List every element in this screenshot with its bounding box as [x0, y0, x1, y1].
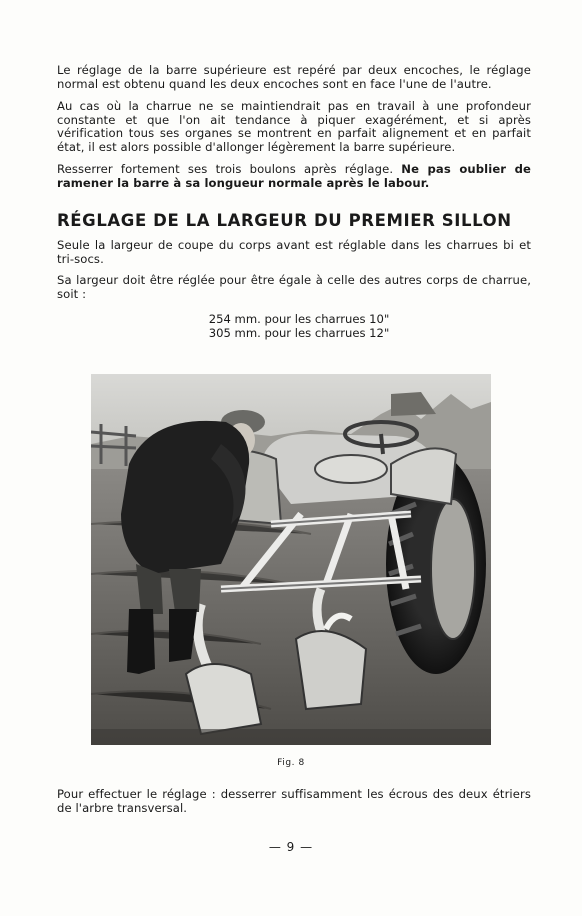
paragraph-lengthen-top-bar: Au cas où la charrue ne se maintiendrait pas en travail à une profondeur constante et que l'on ait tendance à piquer exagérément, et si après vérification tous ses organes se montrent en parfait alignement et en parfait état, il est alors possible d'allonger légèrement la barre supérieure.	[57, 99, 531, 154]
width-specifications	[57, 313, 531, 340]
paragraph-loosen-nuts: Pour effectuer le réglage : desserrer suffisamment les écrous des deux étriers de l'arbre transversal.	[57, 787, 531, 815]
section-heading: RÉGLAGE DE LA LARGEUR DU PREMIER SILLON	[57, 211, 512, 230]
width-spec-10-inch: 254 mm. pour les charrues 10"	[208, 312, 390, 326]
figure-caption: Fig. 8	[277, 758, 305, 768]
width-spec-12-inch: 305 mm. pour les charrues 12"	[208, 325, 390, 340]
restore-length-warning: Ne pas oublier de ramener la barre à sa longueur normale après le labour.	[57, 162, 531, 190]
tractor-plough-photo	[91, 374, 491, 745]
paragraph-tighten-bolts	[57, 163, 531, 190]
paragraph-front-body-adjustable: Seule la largeur de coupe du corps avant est réglable dans les charrues bi et tri-socs.	[57, 238, 531, 266]
paragraph-top-bar-notches: Le réglage de la barre supérieure est repéré par deux encoches, le réglage normal est obtenu quand les deux encoches sont en face l'une de l'autre.	[57, 63, 531, 91]
tighten-bolts-text: Resserrer fortement ses trois boulons après réglage.	[57, 162, 394, 176]
paragraph-width-equal: Sa largeur doit être réglée pour être égale à celle des autres corps de charrue, soit :	[57, 273, 531, 301]
page-number: — 9 —	[268, 840, 314, 854]
